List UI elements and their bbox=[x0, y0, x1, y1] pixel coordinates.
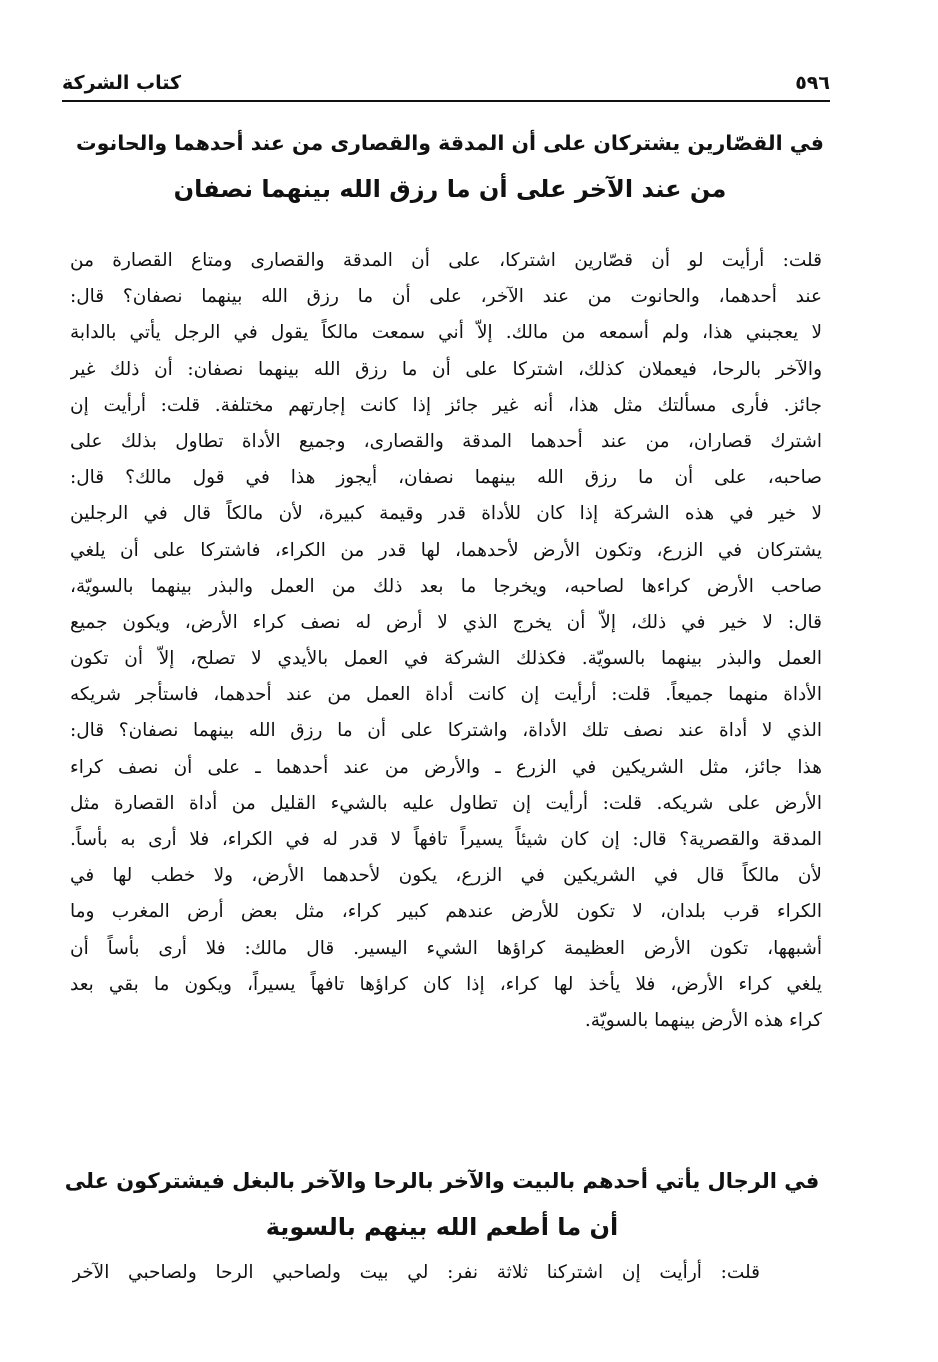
text-line: لا خير في هذه الشركة إذا كان للأداة قدر وقيمة كبيرة، لأن مالكاً قال في الرجلين bbox=[70, 503, 822, 525]
book-title: كتاب الشركة bbox=[62, 72, 182, 94]
section-body-rijal bbox=[72, 1255, 760, 1291]
text-line: يلغي كراء الأرض، فلا يأخذ لها كراء، إذا كان كراؤها تافهاً يسيراً، ويكون ما بقي بعد bbox=[70, 973, 822, 995]
text-line: عند أحدهما، والحانوت من عند الآخر، على أن ما رزق الله بينهما نصفان؟ قال: bbox=[70, 286, 822, 308]
heading-line: من عند الآخر على أن ما رزق الله بينهما نصفان bbox=[173, 175, 727, 203]
text-line: قلت: أرأيت إن اشتركنا ثلاثة نفر: لي بيت ولصاحبي الرحا ولصاحبي الآخر bbox=[72, 1262, 760, 1283]
text-line: صاحبه، على أن ما رزق الله بينهما نصفان، أيجوز هذا في قول مالك؟ قال: bbox=[70, 467, 822, 489]
text-line: لا يعجبني هذا، ولم أسمعه من مالك. إلاّ أني سمعت مالكاً يقول في الرجل يأتي بالدابة bbox=[70, 322, 822, 344]
section-heading-qassarin bbox=[70, 120, 830, 212]
text-line: قال: لا خير في ذلك، إلاّ أن يخرج الذي لا أرض له نصف كراء الأرض، ويكون جميع bbox=[70, 611, 822, 633]
text-line: والآخر بالرحا، فيعملان كذلك، اشتركا على أن ما رزق الله بينهما نصفان: أن ذلك غير bbox=[70, 358, 822, 380]
text-line: كراء هذه الأرض بينهما بالسويّة. bbox=[584, 1009, 822, 1031]
heading-line: في الرجال يأتي أحدهم بالبيت والآخر بالرحا والآخر بالبغل فيشتركون على bbox=[64, 1169, 820, 1193]
text-line: العمل والبذر بينهما بالسويّة. فكذلك الشركة في العمل بالأيدي لا تصلح، إلاّ أن تكون bbox=[70, 648, 822, 670]
text-line: قلت: أرأيت لو أن قصّارين اشتركا، على أن المدقة والقصارى ومتاع القصارة من bbox=[70, 250, 822, 271]
text-line: لأن مالكاً قال في الشريكين في الزرع، يكون لأحدهما الأرض، ولا خطب لها في bbox=[70, 865, 822, 887]
text-line: الكراء قرب بلدان، لا تكون للأرض عندهم كبير كراء، مثل بعض أرض المغرب وما bbox=[70, 901, 822, 923]
text-line: هذا جائز، مثل الشريكين في الزرع ـ والأرض من عند أحدهما ـ على أن نصف كراء bbox=[70, 756, 822, 778]
text-line: الأرض على شريكه. قلت: أرأيت إن تطاول عليه بالشيء القليل من أداة القصارة مثل bbox=[70, 792, 822, 814]
heading-line: في القصّارين يشتركان على أن المدقة والقصارى من عند أحدهما والحانوت bbox=[76, 131, 824, 155]
text-line: جائز. فأرى مسألتك مثل هذا، أنه غير جائز إذا كانت إجارتهم مختلفة. قلت: أرأيت إن bbox=[70, 394, 822, 416]
section-heading-rijal bbox=[62, 1158, 822, 1250]
text-line: المدقة والقصرية؟ قال: إن كان شيئاً يسيراً تافهاً لا قدر له في الكراء، فلا أرى به بأساً. bbox=[70, 829, 822, 850]
text-line: يشتركان في الزرع، وتكون الأرض لأحدهما، لها قدر من الكراء، فاشتركا على أن يلغي bbox=[70, 539, 822, 561]
text-line: صاحب الأرض كراءها لصاحبه، ويخرجا ما بعد ذلك من العمل والبذر بينهما بالسويّة، bbox=[70, 575, 822, 597]
page-number: ٥٩٦ bbox=[795, 72, 830, 94]
text-line: الذي لا أداة عند نصف تلك الأداة، واشتركا على أن ما رزق الله بينهما نصفان؟ قال: bbox=[70, 720, 822, 742]
text-line: اشترك قصاران، من عند أحدهما المدقة والقصارى، وجميع الأداة تطاول بذلك على bbox=[70, 430, 822, 452]
text-line: الأداة منهما جميعاً. قلت: أرأيت إن كانت أداة العمل من عند أحدهما، فاستأجر شريكه bbox=[70, 684, 822, 706]
text-line: أشبهها، تكون الأرض العظيمة كراؤها الشيء اليسير. قال مالك: فلا أرى بأساً أن bbox=[70, 937, 822, 959]
section-body-qassarin bbox=[70, 243, 822, 1039]
running-header bbox=[62, 62, 830, 102]
heading-line: أن ما أطعم الله بينهم بالسوية bbox=[265, 1213, 619, 1241]
